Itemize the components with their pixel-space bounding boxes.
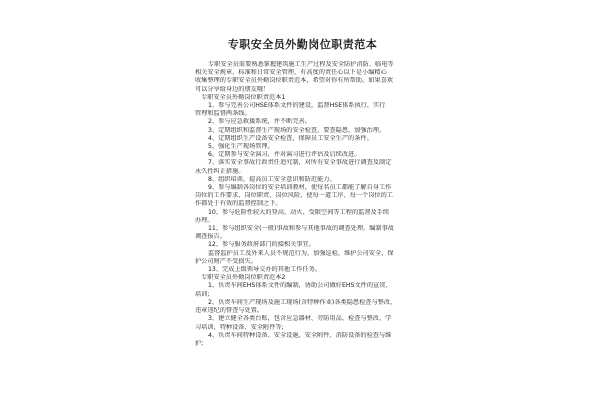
body-line: 护; [195, 339, 204, 347]
body-line: 作都处于有效的监督控制之下。 [195, 200, 282, 208]
document-title: 专职安全员外勤岗位职责范本 [227, 38, 378, 51]
body-line: 4、负责车间特种设备、安全设施、安全附件、消防设备的检查与维 [208, 331, 392, 339]
body-line: 2、参与应急救援系统，并不断完善。 [208, 118, 311, 126]
body-line: 8、组织培训，提高员工安全意识和防范能力。 [208, 175, 336, 183]
body-line: 培训; [195, 290, 210, 298]
section-heading: 专职安全员外勤岗位职责范本1 [201, 93, 286, 101]
body-line: 岗位的工作要求、岗位职责、岗位风险，使每一道工序、每一个岗位的工 [195, 192, 393, 200]
body-line: 相关安全规章、标准和日常安全管理，有高度的责任心以下是小编精心 [195, 69, 387, 77]
body-line: 1、负责车间EHS体系文件的编制，协助公司做好EHS文件的宣贯、 [208, 282, 392, 290]
body-line: 1、参与完善公司HSE体系文件的建设，监督HSE体系执行，实行 [208, 102, 386, 110]
body-line: 12、参与服务政府部门的接相关事宜。 [208, 241, 315, 249]
body-line: 13、完成上级领导交办的其他工作任务。 [208, 266, 322, 274]
body-line: 3、定期组织和监督生产现场的安全检查，要查隐患，加强治理。 [208, 126, 386, 134]
section-heading: 专职安全员外勤岗位职责范本2 [201, 274, 286, 282]
body-line: 7、落实安全事故行政责任追究制，对所有安全事故进行调查及制定 [208, 159, 392, 167]
body-line: 11、参与组织安全(一般)事故和参与其他事故的调查处理，编制事故 [208, 225, 394, 233]
body-line: 3、建立健全各类台账，包含应急器材、劳防用品、检查与整改、学 [208, 315, 392, 323]
body-line: 5、强化生产现场管理。 [208, 143, 274, 151]
body-line: 永久性纠正措施。 [195, 167, 245, 175]
body-line: 专职安全员需要熟悉掌握建筑施工生产过程及安全防护消防、临电等 [208, 61, 394, 68]
body-line: 9、参与编制各岗位的安全培训教材，使每名员工都能了解自身工作 [208, 184, 392, 192]
body-line: 2、负责车间生产现场及施工现场(含特种作业)各类隐患检查与整改、 [208, 298, 397, 306]
body-line: 护公司财产不受损失。 [195, 257, 257, 265]
body-line: 4、定期组织生产设备安全检查，保障员工安全生产的条件。 [208, 134, 373, 142]
body-line: 可以分享给身边的朋友哦！ [195, 85, 270, 93]
body-line: 收集整理的专职安全员外勤岗位职责范本，希望对你有所帮助。如果喜欢 [195, 77, 393, 85]
body-line: 办理。 [195, 216, 214, 224]
body-line: 监督监护员工及外来人员不规范行为，加强巡检，维护公司安全，保 [208, 249, 394, 257]
body-line: 10、参与危险性较大的登高、动火、受限空间等工程的监督及手续 [208, 208, 390, 216]
body-line: 6、定期参与安全演习，并对演习进行评估及启续改进。 [208, 151, 361, 159]
body-line: 调查报告。 [195, 233, 226, 241]
body-line: 违章违纪的督查与处置。 [195, 307, 264, 315]
body-line: 习培训、特种设备、安全附件等; [195, 323, 284, 331]
document-body [195, 61, 410, 348]
document-page [195, 30, 410, 400]
body-line: 管理和监督两条线。 [195, 110, 251, 118]
